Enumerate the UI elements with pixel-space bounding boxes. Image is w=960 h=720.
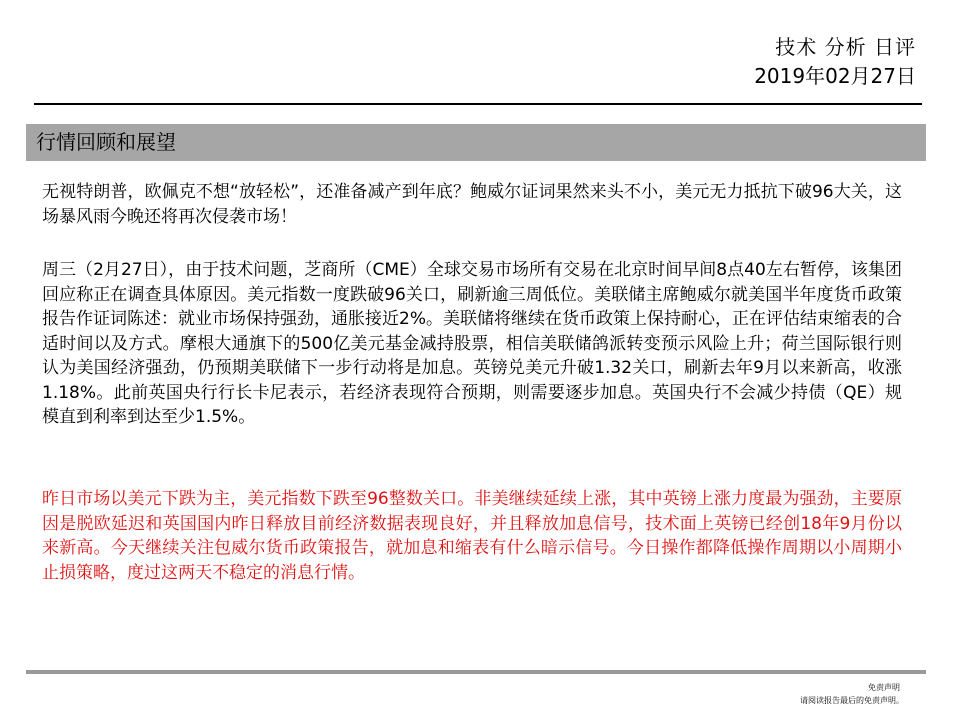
report-title: 技术 分析 日评	[775, 35, 916, 59]
header-divider	[34, 103, 922, 105]
report-date: 2019年02月27日	[754, 64, 916, 88]
disclaimer-note: 请阅读报告最后的免责声明。	[800, 696, 904, 705]
footer-divider	[26, 670, 926, 674]
paragraph-news-summary: 周三（2月27日），由于技术问题，芝商所（CME）全球交易市场所有交易在北京时间早间8点40左右暂停，该集团回应称正在调查具体原因。美元指数一度跌破96关口，刷新逾三周低位。美联储主席鲍威尔就美国半年度货币政策报告作证词陈述：就业市场保持强劲，通胀接近2%。美联储将继续在货币政策上保持耐心，正在评估结束缩表的合适时间以及方式。摩根大通旗下的500亿美元基金减持股票，相信美联储鸽派转变预示风险上升；荷兰国际银行则认为美国经济强劲，仍预期美联储下一步行动将是加息。英镑兑美元升破1.32关口，刷新去年9月以来新高，收涨1.18%。此前英国央行行长卡尼表示，若经济表现符合预期，则需要逐步加息。英国央行不会减少持债（QE）规模直到利率到达至少1.5%。	[42, 260, 902, 427]
paragraph-headline: 无视特朗普，欧佩克不想“放轻松”，还准备减产到年底？鲍威尔证词果然来头不小，美元无力抵抗下破96大关，这场暴风雨今晚还将再次侵袭市场！	[42, 182, 902, 227]
disclaimer-title: 免责声明	[868, 683, 900, 692]
paragraph-market-outlook: 昨日市场以美元下跌为主，美元指数下跌至96整数关口。非美继续延续上涨，其中英镑上涨力度最为强劲，主要原因是脱欧延迟和英国国内昨日释放目前经济数据表现良好，并且释放加息信号，技术面上英镑已经创18年9月份以来新高。今天继续关注包威尔货币政策报告，就加息和缩表有什么暗示信号。今日操作都降低操作周期以小周期小止损策略，度过这两天不稳定的消息行情。	[42, 489, 902, 583]
section-header-bar	[26, 124, 926, 161]
section-title: 行情回顾和展望	[36, 130, 176, 154]
